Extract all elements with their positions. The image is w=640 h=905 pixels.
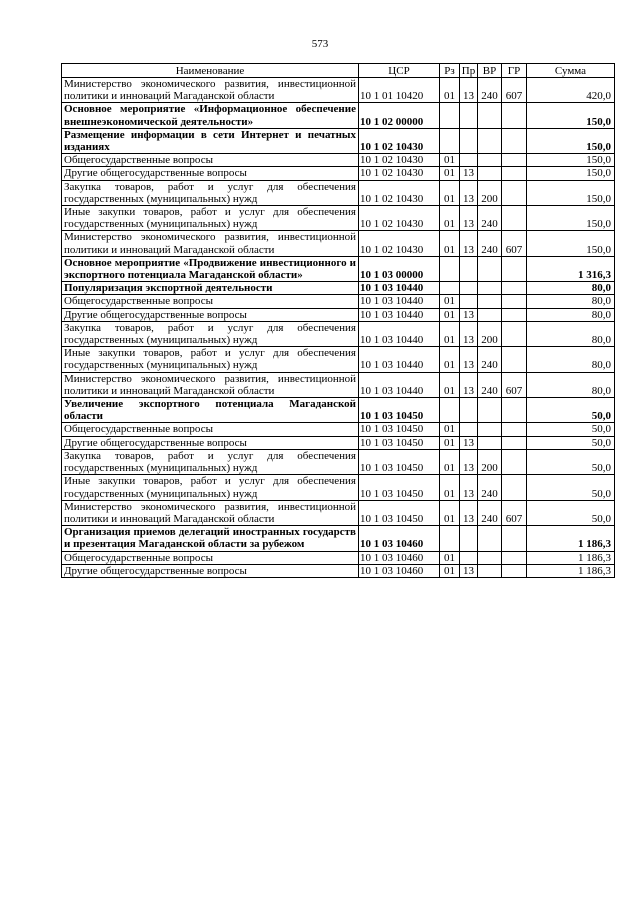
cell-gr bbox=[502, 206, 527, 231]
cell-sum: 50,0 bbox=[527, 500, 615, 525]
cell-gr bbox=[502, 551, 527, 564]
cell-pr: 13 bbox=[460, 206, 478, 231]
cell-gr: 607 bbox=[502, 78, 527, 103]
cell-name: Закупка товаров, работ и услуг для обеспечения государственных (муниципальных) нужд bbox=[62, 180, 359, 205]
cell-gr bbox=[502, 128, 527, 153]
cell-sum: 150,0 bbox=[527, 154, 615, 167]
cell-name: Закупка товаров, работ и услуг для обеспечения государственных (муниципальных) нужд bbox=[62, 449, 359, 474]
header-name: Наименование bbox=[62, 64, 359, 78]
cell-csr: 10 1 03 10440 bbox=[359, 295, 440, 308]
cell-name: Другие общегосударственные вопросы bbox=[62, 308, 359, 321]
cell-rz: 01 bbox=[440, 475, 460, 500]
cell-csr: 10 1 02 10430 bbox=[359, 206, 440, 231]
cell-vr: 200 bbox=[478, 321, 502, 346]
cell-gr bbox=[502, 321, 527, 346]
cell-pr: 13 bbox=[460, 231, 478, 256]
cell-name: Иные закупки товаров, работ и услуг для обеспечения государственных (муниципальных) нужд bbox=[62, 475, 359, 500]
cell-gr bbox=[502, 282, 527, 295]
cell-vr bbox=[478, 128, 502, 153]
cell-sum: 1 186,3 bbox=[527, 564, 615, 577]
cell-vr bbox=[478, 398, 502, 423]
cell-vr bbox=[478, 423, 502, 436]
cell-name: Размещение информации в сети Интернет и печатных изданиях bbox=[62, 128, 359, 153]
cell-pr: 13 bbox=[460, 347, 478, 372]
cell-csr: 10 1 03 10450 bbox=[359, 500, 440, 525]
cell-rz: 01 bbox=[440, 321, 460, 346]
cell-csr: 10 1 02 10430 bbox=[359, 231, 440, 256]
cell-rz: 01 bbox=[440, 372, 460, 397]
cell-sum: 1 186,3 bbox=[527, 526, 615, 551]
table-row bbox=[62, 282, 615, 295]
cell-pr: 13 bbox=[460, 321, 478, 346]
cell-vr: 240 bbox=[478, 500, 502, 525]
cell-vr bbox=[478, 564, 502, 577]
cell-pr: 13 bbox=[460, 180, 478, 205]
cell-name: Общегосударственные вопросы bbox=[62, 551, 359, 564]
cell-csr: 10 1 03 10440 bbox=[359, 321, 440, 346]
table-row bbox=[62, 526, 615, 551]
cell-csr: 10 1 03 10450 bbox=[359, 475, 440, 500]
cell-gr bbox=[502, 103, 527, 128]
cell-csr: 10 1 02 00000 bbox=[359, 103, 440, 128]
cell-name: Иные закупки товаров, работ и услуг для обеспечения государственных (муниципальных) нужд bbox=[62, 206, 359, 231]
cell-sum: 50,0 bbox=[527, 449, 615, 474]
cell-csr: 10 1 03 10440 bbox=[359, 372, 440, 397]
cell-gr bbox=[502, 256, 527, 281]
cell-csr: 10 1 01 10420 bbox=[359, 78, 440, 103]
cell-name: Основное мероприятие «Продвижение инвестиционного и экспортного потенциала Магаданской области» bbox=[62, 256, 359, 281]
table-row bbox=[62, 231, 615, 256]
cell-csr: 10 1 03 10440 bbox=[359, 282, 440, 295]
cell-csr: 10 1 03 10440 bbox=[359, 308, 440, 321]
table-row bbox=[62, 167, 615, 180]
header-gr: ГР bbox=[502, 64, 527, 78]
cell-name: Министерство экономического развития, инвестиционной политики и инноваций Магаданской области bbox=[62, 372, 359, 397]
cell-rz bbox=[440, 103, 460, 128]
cell-sum: 1 316,3 bbox=[527, 256, 615, 281]
cell-csr: 10 1 02 10430 bbox=[359, 128, 440, 153]
table-row bbox=[62, 103, 615, 128]
cell-pr: 13 bbox=[460, 436, 478, 449]
cell-sum: 150,0 bbox=[527, 167, 615, 180]
table-row bbox=[62, 564, 615, 577]
cell-name: Организация приемов делегаций иностранных государств и презентация Магаданской области за рубежом bbox=[62, 526, 359, 551]
cell-name: Министерство экономического развития, инвестиционной политики и инноваций Магаданской области bbox=[62, 500, 359, 525]
cell-csr: 10 1 03 10450 bbox=[359, 398, 440, 423]
cell-vr bbox=[478, 154, 502, 167]
table-row bbox=[62, 423, 615, 436]
table-row bbox=[62, 206, 615, 231]
cell-csr: 10 1 03 10450 bbox=[359, 436, 440, 449]
cell-rz: 01 bbox=[440, 564, 460, 577]
cell-rz: 01 bbox=[440, 167, 460, 180]
budget-table bbox=[61, 63, 615, 578]
cell-sum: 50,0 bbox=[527, 423, 615, 436]
cell-rz bbox=[440, 526, 460, 551]
cell-rz: 01 bbox=[440, 231, 460, 256]
cell-gr bbox=[502, 295, 527, 308]
cell-name: Популяризация экспортной деятельности bbox=[62, 282, 359, 295]
cell-sum: 80,0 bbox=[527, 282, 615, 295]
cell-vr bbox=[478, 436, 502, 449]
cell-vr: 200 bbox=[478, 180, 502, 205]
cell-name: Общегосударственные вопросы bbox=[62, 295, 359, 308]
cell-vr: 240 bbox=[478, 372, 502, 397]
header-pr: Пр bbox=[460, 64, 478, 78]
cell-vr bbox=[478, 526, 502, 551]
cell-rz: 01 bbox=[440, 308, 460, 321]
cell-pr bbox=[460, 103, 478, 128]
cell-sum: 80,0 bbox=[527, 372, 615, 397]
cell-pr: 13 bbox=[460, 500, 478, 525]
header-vr: ВР bbox=[478, 64, 502, 78]
page-number: 573 bbox=[311, 38, 329, 50]
cell-vr bbox=[478, 103, 502, 128]
table-row bbox=[62, 78, 615, 103]
cell-name: Увеличение экспортного потенциала Магаданской области bbox=[62, 398, 359, 423]
cell-sum: 50,0 bbox=[527, 475, 615, 500]
cell-pr: 13 bbox=[460, 372, 478, 397]
cell-rz: 01 bbox=[440, 154, 460, 167]
cell-vr: 200 bbox=[478, 449, 502, 474]
cell-gr bbox=[502, 398, 527, 423]
cell-pr bbox=[460, 256, 478, 281]
cell-csr: 10 1 02 10430 bbox=[359, 154, 440, 167]
cell-sum: 80,0 bbox=[527, 308, 615, 321]
cell-csr: 10 1 03 10460 bbox=[359, 564, 440, 577]
cell-vr: 240 bbox=[478, 347, 502, 372]
cell-sum: 150,0 bbox=[527, 180, 615, 205]
cell-gr bbox=[502, 308, 527, 321]
cell-gr bbox=[502, 564, 527, 577]
cell-pr bbox=[460, 154, 478, 167]
cell-name: Общегосударственные вопросы bbox=[62, 423, 359, 436]
cell-gr bbox=[502, 436, 527, 449]
cell-pr bbox=[460, 423, 478, 436]
cell-rz: 01 bbox=[440, 78, 460, 103]
cell-name: Министерство экономического развития, инвестиционной политики и инноваций Магаданской области bbox=[62, 78, 359, 103]
cell-csr: 10 1 03 10460 bbox=[359, 526, 440, 551]
table-row bbox=[62, 295, 615, 308]
cell-pr: 13 bbox=[460, 308, 478, 321]
cell-rz: 01 bbox=[440, 347, 460, 372]
cell-sum: 50,0 bbox=[527, 398, 615, 423]
cell-vr bbox=[478, 551, 502, 564]
cell-sum: 80,0 bbox=[527, 295, 615, 308]
cell-gr bbox=[502, 449, 527, 474]
cell-vr: 240 bbox=[478, 206, 502, 231]
cell-sum: 50,0 bbox=[527, 436, 615, 449]
cell-sum: 150,0 bbox=[527, 103, 615, 128]
cell-pr: 13 bbox=[460, 449, 478, 474]
cell-vr bbox=[478, 308, 502, 321]
cell-vr bbox=[478, 282, 502, 295]
cell-name: Другие общегосударственные вопросы bbox=[62, 564, 359, 577]
cell-csr: 10 1 03 10450 bbox=[359, 449, 440, 474]
cell-pr bbox=[460, 526, 478, 551]
cell-vr: 240 bbox=[478, 231, 502, 256]
cell-csr: 10 1 03 10450 bbox=[359, 423, 440, 436]
cell-rz: 01 bbox=[440, 423, 460, 436]
cell-pr bbox=[460, 551, 478, 564]
cell-rz: 01 bbox=[440, 295, 460, 308]
cell-gr bbox=[502, 167, 527, 180]
cell-rz bbox=[440, 128, 460, 153]
cell-sum: 150,0 bbox=[527, 128, 615, 153]
cell-pr: 13 bbox=[460, 564, 478, 577]
table-row bbox=[62, 372, 615, 397]
cell-pr bbox=[460, 295, 478, 308]
cell-gr: 607 bbox=[502, 231, 527, 256]
cell-sum: 420,0 bbox=[527, 78, 615, 103]
cell-gr: 607 bbox=[502, 372, 527, 397]
cell-vr: 240 bbox=[478, 475, 502, 500]
header-csr: ЦСР bbox=[359, 64, 440, 78]
cell-gr bbox=[502, 180, 527, 205]
cell-sum: 150,0 bbox=[527, 206, 615, 231]
cell-gr bbox=[502, 423, 527, 436]
cell-pr: 13 bbox=[460, 475, 478, 500]
cell-pr bbox=[460, 128, 478, 153]
cell-rz: 01 bbox=[440, 180, 460, 205]
cell-name: Другие общегосударственные вопросы bbox=[62, 167, 359, 180]
cell-pr: 13 bbox=[460, 167, 478, 180]
table-row bbox=[62, 347, 615, 372]
cell-csr: 10 1 03 10460 bbox=[359, 551, 440, 564]
cell-rz: 01 bbox=[440, 551, 460, 564]
table-row bbox=[62, 398, 615, 423]
table-row bbox=[62, 321, 615, 346]
cell-gr bbox=[502, 347, 527, 372]
cell-gr: 607 bbox=[502, 500, 527, 525]
cell-sum: 80,0 bbox=[527, 347, 615, 372]
table-row bbox=[62, 475, 615, 500]
cell-vr bbox=[478, 295, 502, 308]
header-rz: Рз bbox=[440, 64, 460, 78]
table-row bbox=[62, 256, 615, 281]
table-row bbox=[62, 436, 615, 449]
cell-name: Общегосударственные вопросы bbox=[62, 154, 359, 167]
cell-rz: 01 bbox=[440, 500, 460, 525]
table-row bbox=[62, 308, 615, 321]
cell-rz: 01 bbox=[440, 449, 460, 474]
cell-sum: 80,0 bbox=[527, 321, 615, 346]
cell-rz: 01 bbox=[440, 436, 460, 449]
cell-name: Иные закупки товаров, работ и услуг для обеспечения государственных (муниципальных) нужд bbox=[62, 347, 359, 372]
cell-pr: 13 bbox=[460, 78, 478, 103]
cell-gr bbox=[502, 475, 527, 500]
cell-rz bbox=[440, 256, 460, 281]
table-row bbox=[62, 128, 615, 153]
cell-rz: 01 bbox=[440, 206, 460, 231]
cell-rz bbox=[440, 282, 460, 295]
table-row bbox=[62, 551, 615, 564]
cell-csr: 10 1 03 00000 bbox=[359, 256, 440, 281]
table-row bbox=[62, 500, 615, 525]
cell-sum: 1 186,3 bbox=[527, 551, 615, 564]
cell-name: Закупка товаров, работ и услуг для обеспечения государственных (муниципальных) нужд bbox=[62, 321, 359, 346]
cell-gr bbox=[502, 154, 527, 167]
cell-csr: 10 1 03 10440 bbox=[359, 347, 440, 372]
header-sum: Сумма bbox=[527, 64, 615, 78]
cell-name: Основное мероприятие «Информационное обеспечение внешнеэкономической деятельности» bbox=[62, 103, 359, 128]
table-header-row bbox=[62, 64, 615, 78]
table-row bbox=[62, 180, 615, 205]
cell-sum: 150,0 bbox=[527, 231, 615, 256]
cell-vr: 240 bbox=[478, 78, 502, 103]
cell-rz bbox=[440, 398, 460, 423]
table-row bbox=[62, 449, 615, 474]
cell-gr bbox=[502, 526, 527, 551]
cell-pr bbox=[460, 398, 478, 423]
cell-vr bbox=[478, 256, 502, 281]
table-row bbox=[62, 154, 615, 167]
cell-vr bbox=[478, 167, 502, 180]
cell-pr bbox=[460, 282, 478, 295]
cell-name: Министерство экономического развития, инвестиционной политики и инноваций Магаданской области bbox=[62, 231, 359, 256]
cell-csr: 10 1 02 10430 bbox=[359, 167, 440, 180]
cell-name: Другие общегосударственные вопросы bbox=[62, 436, 359, 449]
cell-csr: 10 1 02 10430 bbox=[359, 180, 440, 205]
